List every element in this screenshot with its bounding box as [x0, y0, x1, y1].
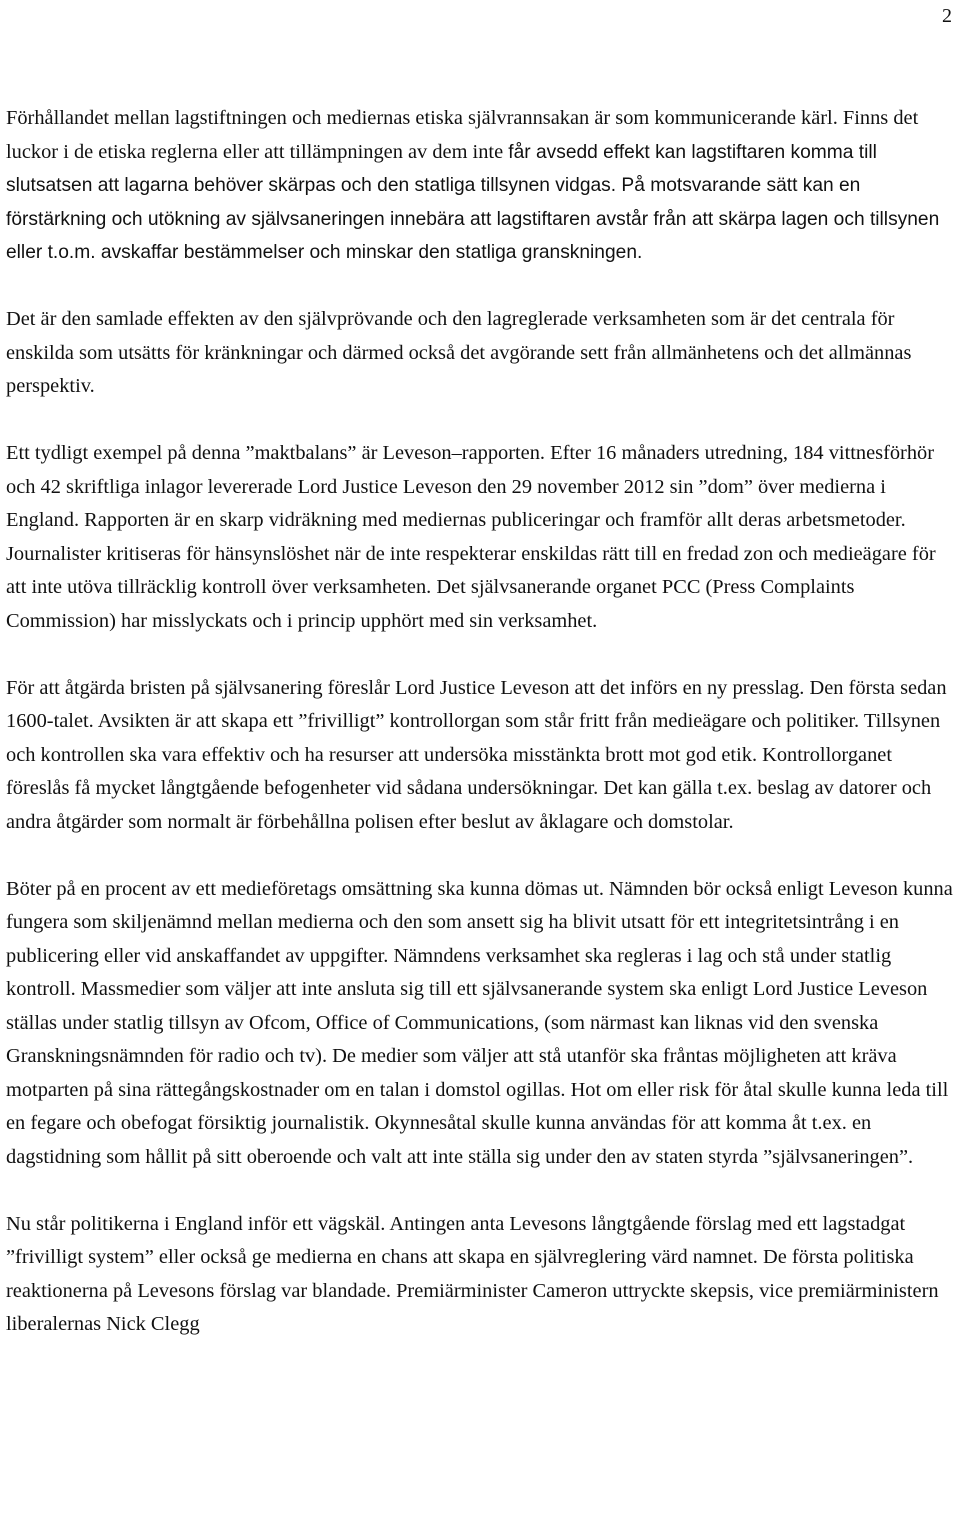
paragraph — [6, 672, 958, 840]
text-run: Böter på en procent av ett medieföretags omsättning ska kunna dömas ut. Nämnden bör också enligt Leveson kunna fungera som skiljenämnd mellan medierna och den som ansett sig ha blivit utsatt för ett integritetsintrång i en publicering eller vid anskaffandet av uppgifter. Nämndens verksamhet ska regleras i lag och stå under statlig kontroll. Massmedier som väljer att inte ansluta sig till ett självsanerande system ska enligt Lord Justice Leveson ställas under statlig tillsyn av Ofcom, Office of Communications, (som närmast kan liknas vid den svenska Granskningsnämnden för radio och tv). De medier som väljer att stå utanför ska fråntas möjligheten att kräva motparten på sina rättegångskostnader om en talan i domstol ogillas. Hot om eller risk för åtal skulle kunna leda till en fegare och obefogat försiktig journalistik. Okynnesåtal skulle kunna användas för att komma åt t.ex. en dagstidning som hållit på sitt oberoende och valt att inte ställa sig under den av staten styrda ”självsaneringen”. — [6, 877, 953, 1168]
document-body — [6, 102, 958, 1375]
paragraph — [6, 303, 958, 404]
text-run: Nu står politikerna i England inför ett vägskäl. Antingen anta Levesons långtgående förslag med ett lagstadgat ”frivilligt system” eller också ge medierna en chans att skapa en självreglering värd namnet. De första politiska reaktionerna på Levesons förslag var blandade. Premiärminister Cameron uttryckte skepsis, vice premiärministern liberalernas Nick Clegg — [6, 1212, 939, 1335]
text-run: Det är den samlade effekten av den självprövande och den lagreglerade verksamheten som är det centrala för enskilda som utsätts för kränkningar och därmed också det avgörande sett från allmänhetens och det allmännas perspektiv. — [6, 308, 912, 397]
paragraph — [6, 1208, 958, 1342]
page-number: 2 — [942, 5, 952, 27]
paragraph — [6, 437, 958, 638]
paragraph — [6, 102, 958, 270]
text-run: För att åtgärda bristen på självsanering föreslår Lord Justice Leveson att det införs en ny presslag. Den första sedan 1600-talet. Avsikten är att skapa ett ”frivilligt” kontrollorgan som står fritt från medieägare och politiker. Tillsynen och kontrollen ska vara effektiv och ha resurser att undersöka misstänkta brott mot god etik. Kontrollorganet föreslås få mycket långtgående befogenheter vid sådana undersökningar. Det kan gälla t.ex. beslag av datorer och andra åtgärder som normalt är förbehållna polisen efter beslut av åklagare och domstolar. — [6, 676, 947, 833]
text-run: Ett tydligt exempel på denna ”maktbalans” är Leveson–rapporten. Efter 16 månaders utredning, 184 vittnesförhör och 42 skriftliga inlagor levererade Lord Justice Leveson den 29 november 2012 sin ”dom” över medierna i England. Rapporten är en skarp vidräkning med mediernas publiceringar och framför allt deras arbetsmetoder. Journalister kritiseras för hänsynslöshet när de inte respekterar enskildas rätt till en fredad zon och medieägare för att inte utöva tillräcklig kontroll över verksamheten. Det självsanerande organet PCC (Press Complaints Commission) har misslyckats och i princip upphört med sin verksamhet. — [6, 442, 936, 632]
text-run: får avsedd effekt kan lagstiftaren komma till slutsatsen att lagarna behöver skärpas och den statliga tillsynen vidgas. På motsvarande sätt kan en förstärkning och utökning av självsaneringen innebära att lagstiftaren avstår från att skärpa lagen och tillsynen eller t.o.m. avskaffar bestämmelser och minskar den statliga granskningen. — [6, 141, 940, 263]
paragraph — [6, 873, 958, 1175]
text-run: Förhållandet mellan lagstiftningen och mediernas etiska självrannsakan är som kommunicerande kärl. Finns det luckor i de etiska reglerna eller att tillämpningen av dem inte — [6, 107, 919, 163]
